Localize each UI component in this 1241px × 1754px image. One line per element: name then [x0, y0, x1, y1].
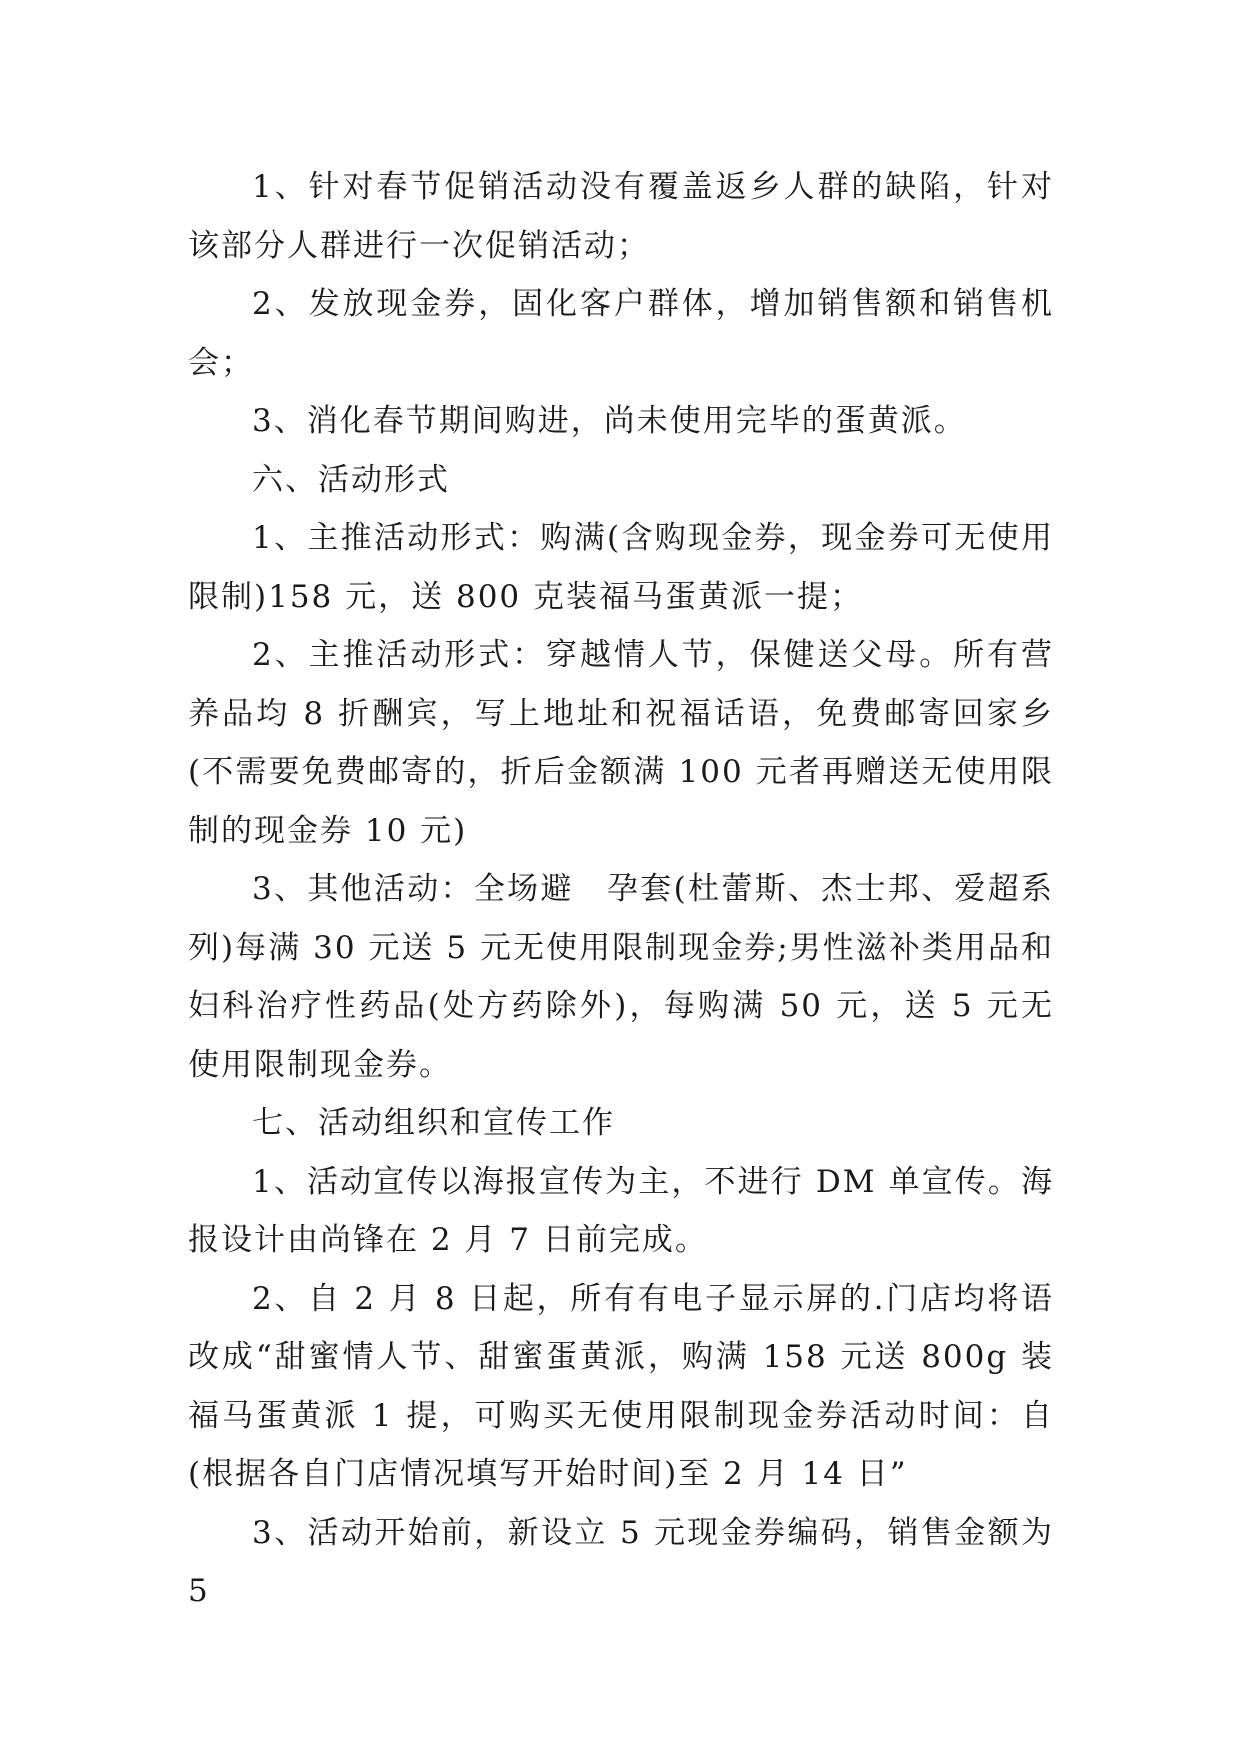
document-body [188, 158, 1054, 1621]
paragraph-activity-form-2: 2、主推活动形式：穿越情人节，保健送父母。所有营养品均 8 折酬宾，写上地址和祝福话语，免费邮寄回家乡(不需要免费邮寄的，折后金额满 100 元者再赠送无使用限制的现金券 10 元) [188, 637, 1054, 849]
section-heading-activity-form: 六、活动形式 [252, 461, 450, 498]
paragraph-objective-3: 3、消化春节期间购进，尚未使用完毕的蛋黄派。 [252, 403, 967, 439]
paragraph-activity-form-3: 3、其他活动：全场避 孕套(杜蕾斯、杰士邦、爱超系列)每满 30 元送 5 元无使用限制现金券;男性滋补类用品和妇科治疗性药品(处方药除外)，每购满 50 元，送 5 元无使用限制现金券。 [188, 871, 1054, 1083]
paragraph-objective-1: 1、针对春节促销活动没有覆盖返乡人群的缺陷，针对该部分人群进行一次促销活动； [188, 169, 1054, 264]
paragraph-objective-2: 2、发放现金券，固化客户群体，增加销售额和销售机会； [188, 286, 1054, 381]
paragraph-activity-form-1: 1、主推活动形式：购满(含购现金券，现金券可无使用限制)158 元，送 800 克装福马蛋黄派一提； [188, 520, 1054, 615]
paragraph-organization-3: 3、活动开始前，新设立 5 元现金券编码，销售金额为 5 [188, 1514, 1054, 1609]
section-heading-organization: 七、活动组织和宣传工作 [252, 1105, 615, 1141]
paragraph-organization-2: 2、自 2 月 8 日起，所有有电子显示屏的.门店均将语改成“甜蜜情人节、甜蜜蛋黄派，购满 158 元送 800g 装福马蛋黄派 1 提，可购买无使用限制现金券活动时间：自 (根据各自门店情况填写开始时间)至 2 月 14 日” [188, 1280, 1054, 1492]
paragraph-organization-1: 1、活动宣传以海报宣传为主，不进行 DM 单宣传。海报设计由尚锋在 2 月 7 日前完成。 [188, 1163, 1054, 1258]
